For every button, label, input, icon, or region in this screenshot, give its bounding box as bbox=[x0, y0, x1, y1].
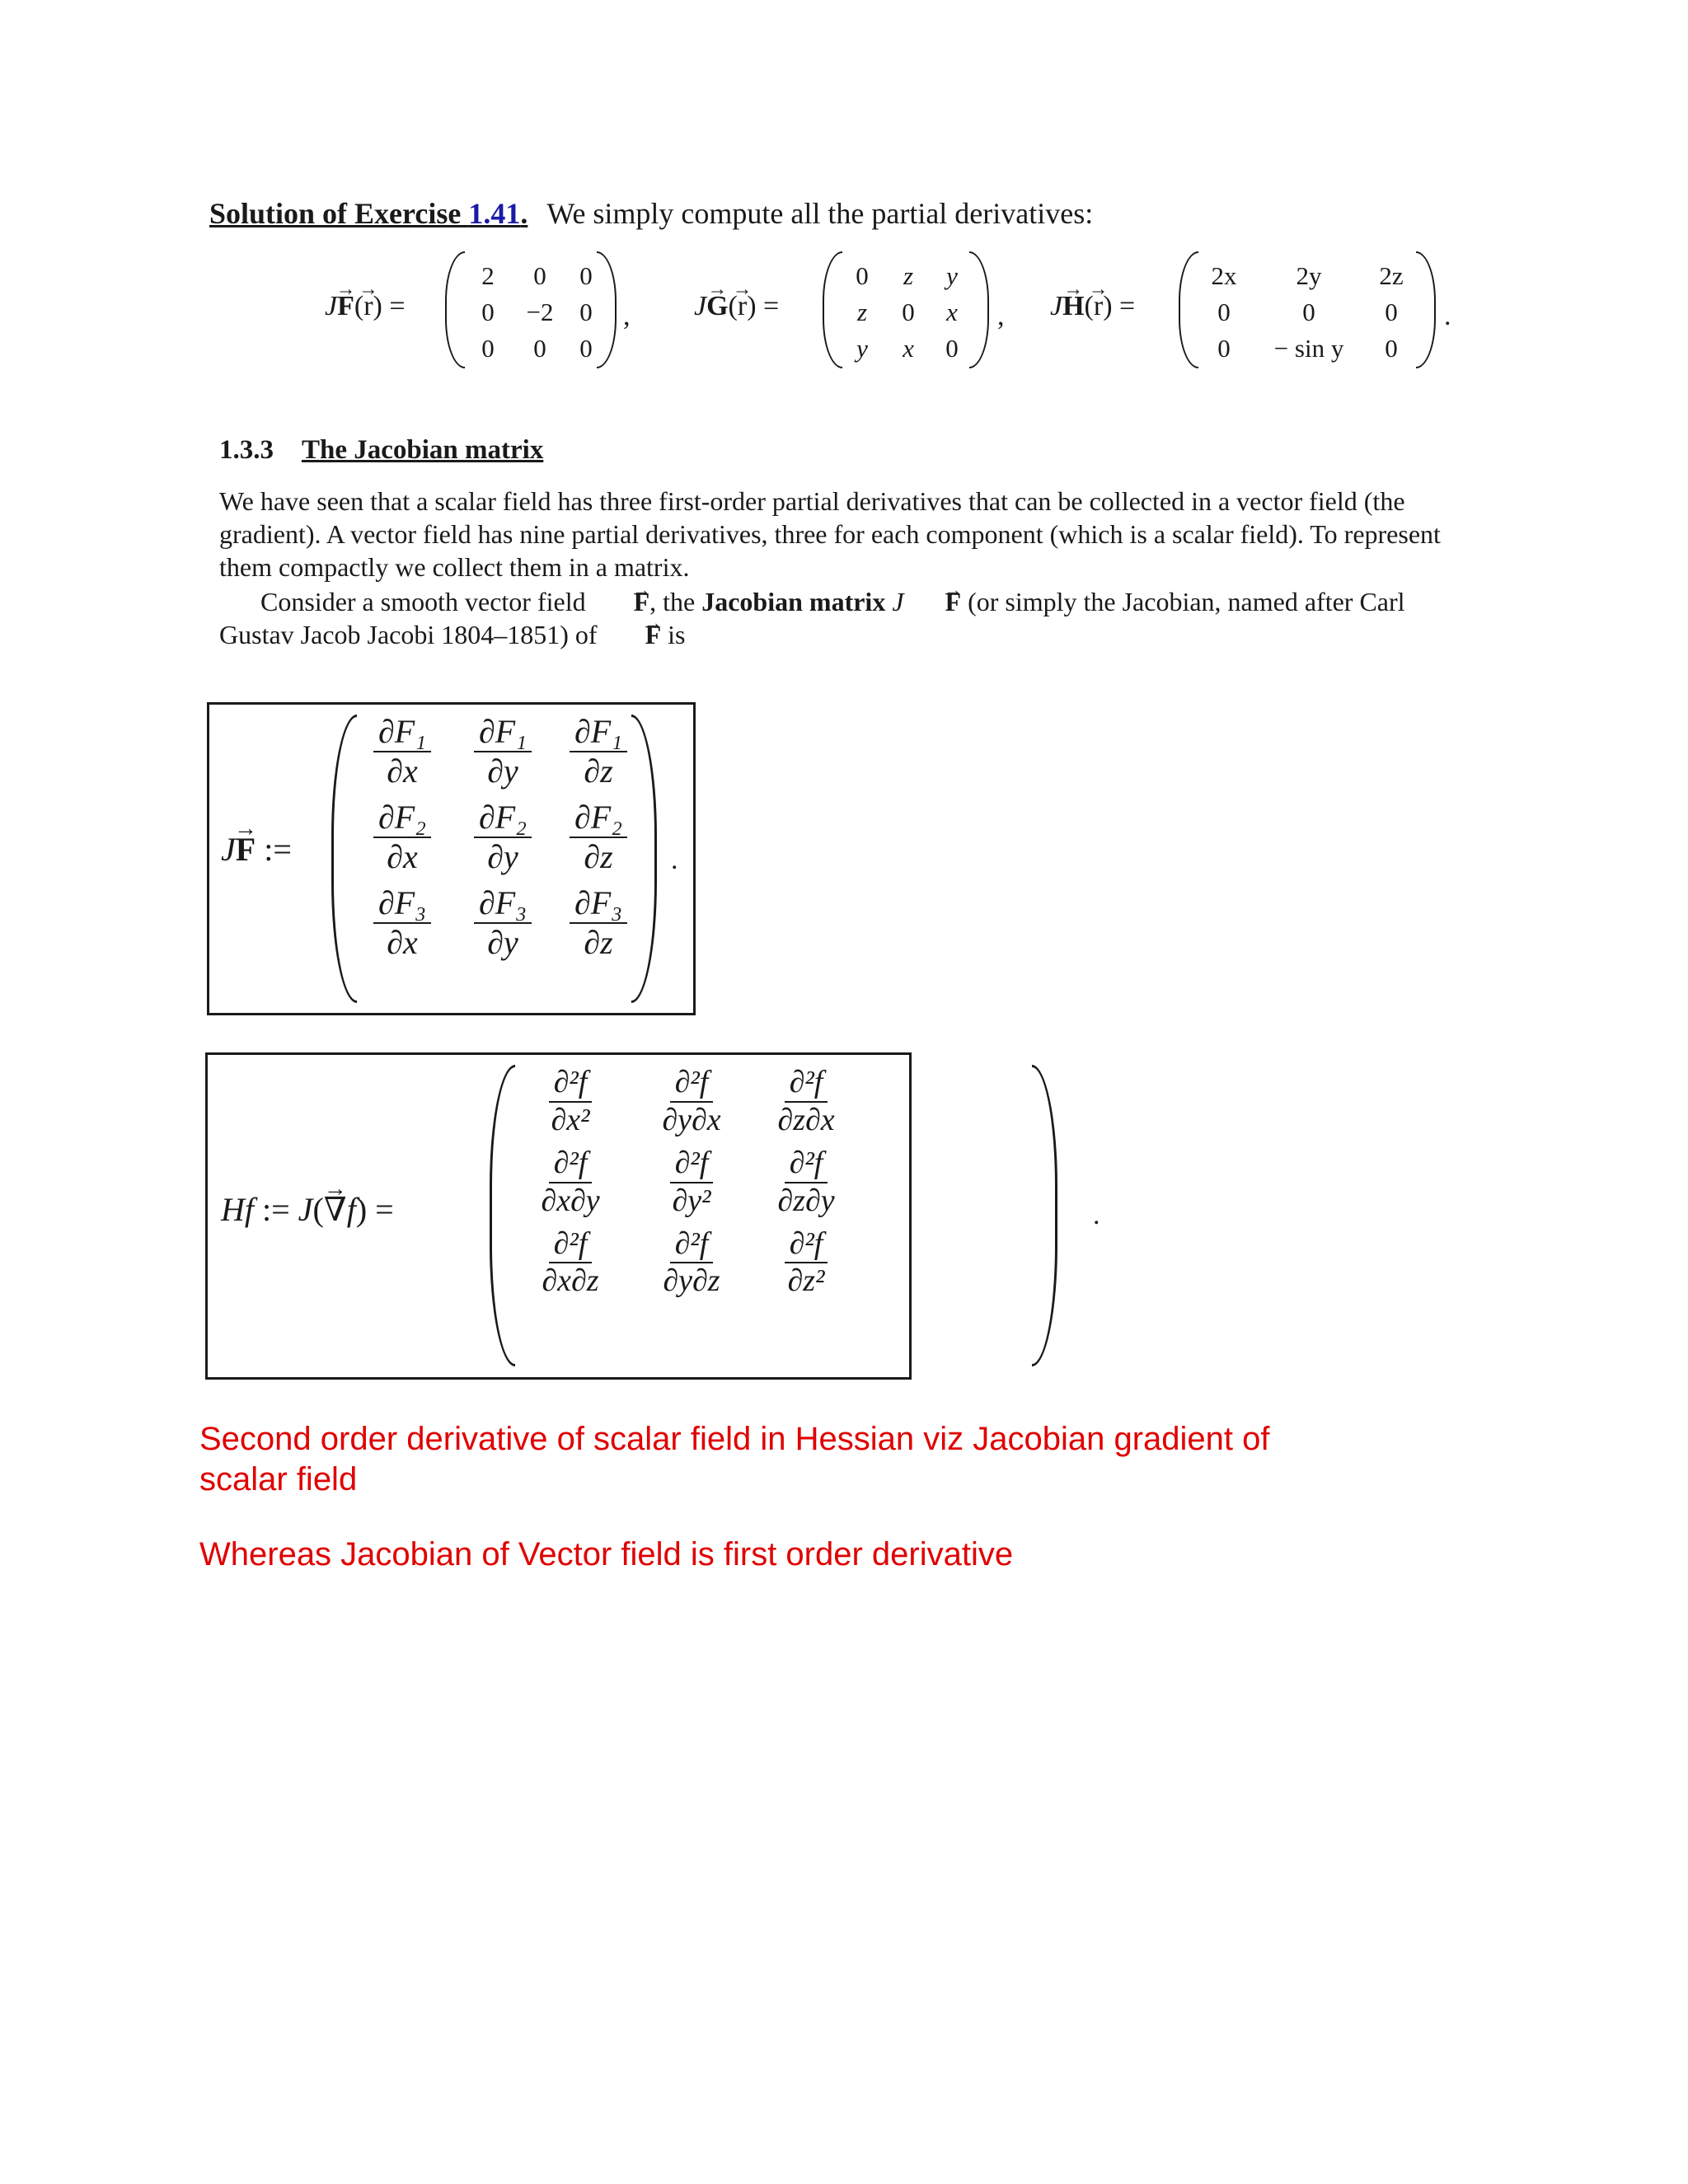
m1-cell: 0 bbox=[481, 334, 495, 363]
matrix-jf-lhs: J→ F(→ r) = bbox=[325, 291, 406, 322]
m1-cell: 0 bbox=[533, 261, 546, 290]
hessian-entry: $\frac{\text{∂²f}}{\partial x\partial y}$ bbox=[541, 1145, 600, 1218]
hessian-entry: $\frac{\text{∂²f}}{\text{∂z²}}$ bbox=[753, 1228, 859, 1299]
jacobian-lhs: J→ F := bbox=[221, 830, 292, 869]
jacobian-entry: $\frac{\text{∂F₁}}{\partial z}$ bbox=[554, 715, 643, 789]
m2-trail: , bbox=[997, 301, 1005, 331]
p2-text-4: is bbox=[661, 620, 686, 649]
m3-cell: 2y bbox=[1296, 261, 1322, 290]
matrix-jg-lhs: J→ G(→ r) = bbox=[694, 291, 779, 322]
m3-cell: − sin y bbox=[1273, 334, 1344, 363]
jacobian-entry: $\frac{\text{∂F₃}}{\partial z}$ bbox=[554, 886, 643, 960]
m2-cell: y bbox=[856, 334, 868, 363]
jacobian-entry: $\frac{\text{∂F₃}}{\partial y}$ bbox=[452, 886, 554, 960]
m2-cell: z bbox=[903, 261, 914, 290]
m1-cell: −2 bbox=[526, 298, 554, 326]
hessian-entry: $\frac{\text{∂²f}}{\text{∂y²}}$ bbox=[630, 1147, 753, 1218]
matrix-jf bbox=[321, 251, 643, 367]
m1-cell: 0 bbox=[579, 298, 593, 326]
jacobian-box bbox=[207, 702, 696, 1015]
m3-cell: 0 bbox=[1385, 298, 1398, 326]
paragraph-2 bbox=[219, 585, 1472, 651]
m1-cell: 0 bbox=[533, 334, 546, 363]
p2-vec-f: → F bbox=[593, 585, 650, 618]
m2-cell: 0 bbox=[902, 298, 915, 326]
paragraph-1: We have seen that a scalar field has three first-order partial derivatives that can be collected in a vector field (the gradient). A vector field has nine partial derivatives, three for each component (which is a scalar field). To represent them compactly we collect them in a matrix. bbox=[219, 486, 1441, 582]
jacobian-entry: $\frac{\text{∂F₃}}{\partial x}$ bbox=[353, 886, 452, 960]
jacobian-entry: $\frac{\text{∂F₂}}{\partial y}$ bbox=[452, 800, 554, 874]
jacobian-trail: . bbox=[671, 845, 678, 875]
hessian-entry: $\frac{\text{∂²f}}{\partial z\partial x}$ bbox=[777, 1065, 835, 1137]
m3-cell: 0 bbox=[1385, 334, 1398, 363]
jacobian-entry: $\frac{\text{∂F₁}}{\partial y}$ bbox=[452, 715, 554, 789]
hessian-entry: $\frac{\text{∂²f}}{\text{∂x²}}$ bbox=[511, 1066, 630, 1137]
section-number: 1.3.3 bbox=[219, 435, 274, 465]
m1-cell: 0 bbox=[579, 261, 593, 290]
matrix-jg bbox=[691, 251, 1004, 367]
hessian-trail: . bbox=[1093, 1200, 1100, 1230]
matrix-jh-lhs: J→ H(→ r) = bbox=[1050, 291, 1135, 322]
p2-vec-f2: → F bbox=[604, 618, 662, 651]
note-hessian: Second order derivative of scalar field in Hessian viz Jacobian gradient of scalar field bbox=[199, 1421, 1270, 1497]
hessian-box bbox=[205, 1052, 1100, 1380]
m3-trail: . bbox=[1444, 301, 1451, 331]
m3-cell: 0 bbox=[1217, 334, 1231, 363]
p2-text-3: (or simply the Jacobian, named after Carl Gustav Jacob Jacobi 1804–1851) of bbox=[219, 587, 1405, 649]
section-heading bbox=[219, 435, 543, 466]
jacobian-entry: $\frac{\text{∂F₁}}{\partial x}$ bbox=[353, 715, 452, 789]
m2-cell: 0 bbox=[945, 334, 959, 363]
section-title: The Jacobian matrix bbox=[302, 435, 544, 465]
m3-cell: 0 bbox=[1302, 298, 1315, 326]
p2-bold-term: Jacobian matrix bbox=[701, 587, 886, 616]
m1-cell: 0 bbox=[481, 298, 495, 326]
note-jacobian: Whereas Jacobian of Vector field is first order derivative bbox=[199, 1536, 1014, 1572]
m2-cell: 0 bbox=[856, 261, 869, 290]
m1-cell: 2 bbox=[481, 261, 495, 290]
m3-cell: 2z bbox=[1379, 261, 1404, 290]
hessian-entry: $\frac{\text{∂²f}}{\partial x\partial z}$ bbox=[542, 1226, 599, 1299]
solution-text: We simply compute all the partial derivatives: bbox=[546, 197, 1094, 230]
jacobian-grid bbox=[353, 715, 643, 960]
matrix-jh bbox=[1047, 251, 1451, 367]
hessian-entry: $\frac{\text{∂²f}}{\partial z\partial y}$ bbox=[777, 1145, 835, 1218]
hessian-entry: $\frac{\text{∂²f}}{\partial y\partial x}$ bbox=[662, 1065, 721, 1137]
p2-jf-f: → F bbox=[904, 585, 962, 618]
hessian-entry: $\frac{\text{∂²f}}{\partial y\partial z}$ bbox=[663, 1226, 720, 1299]
m2-cell: z bbox=[856, 298, 868, 326]
p2-text-1: Consider a smooth vector field bbox=[260, 587, 593, 616]
hessian-grid bbox=[511, 1066, 859, 1298]
m3-cell: 2x bbox=[1211, 261, 1237, 290]
m3-cell: 0 bbox=[1217, 298, 1231, 326]
jacobian-entry: $\frac{\text{∂F₂}}{\partial x}$ bbox=[353, 800, 452, 874]
exercise-link[interactable]: 1.41 bbox=[468, 197, 521, 230]
p2-jf-j: J bbox=[892, 587, 904, 616]
jacobian-entry: $\frac{\text{∂F₂}}{\partial z}$ bbox=[554, 800, 643, 874]
m2-cell: x bbox=[946, 298, 958, 326]
hessian-lhs: Hf := J(→ ∇f) = bbox=[221, 1190, 394, 1229]
m2-cell: y bbox=[946, 261, 958, 290]
p2-text-2: , the bbox=[649, 587, 702, 616]
solution-label: Solution of Exercise 1.41. bbox=[209, 197, 528, 230]
m1-cell: 0 bbox=[579, 334, 593, 363]
m2-cell: x bbox=[903, 334, 914, 363]
m1-trail: , bbox=[623, 301, 631, 331]
solution-line bbox=[209, 196, 1093, 231]
